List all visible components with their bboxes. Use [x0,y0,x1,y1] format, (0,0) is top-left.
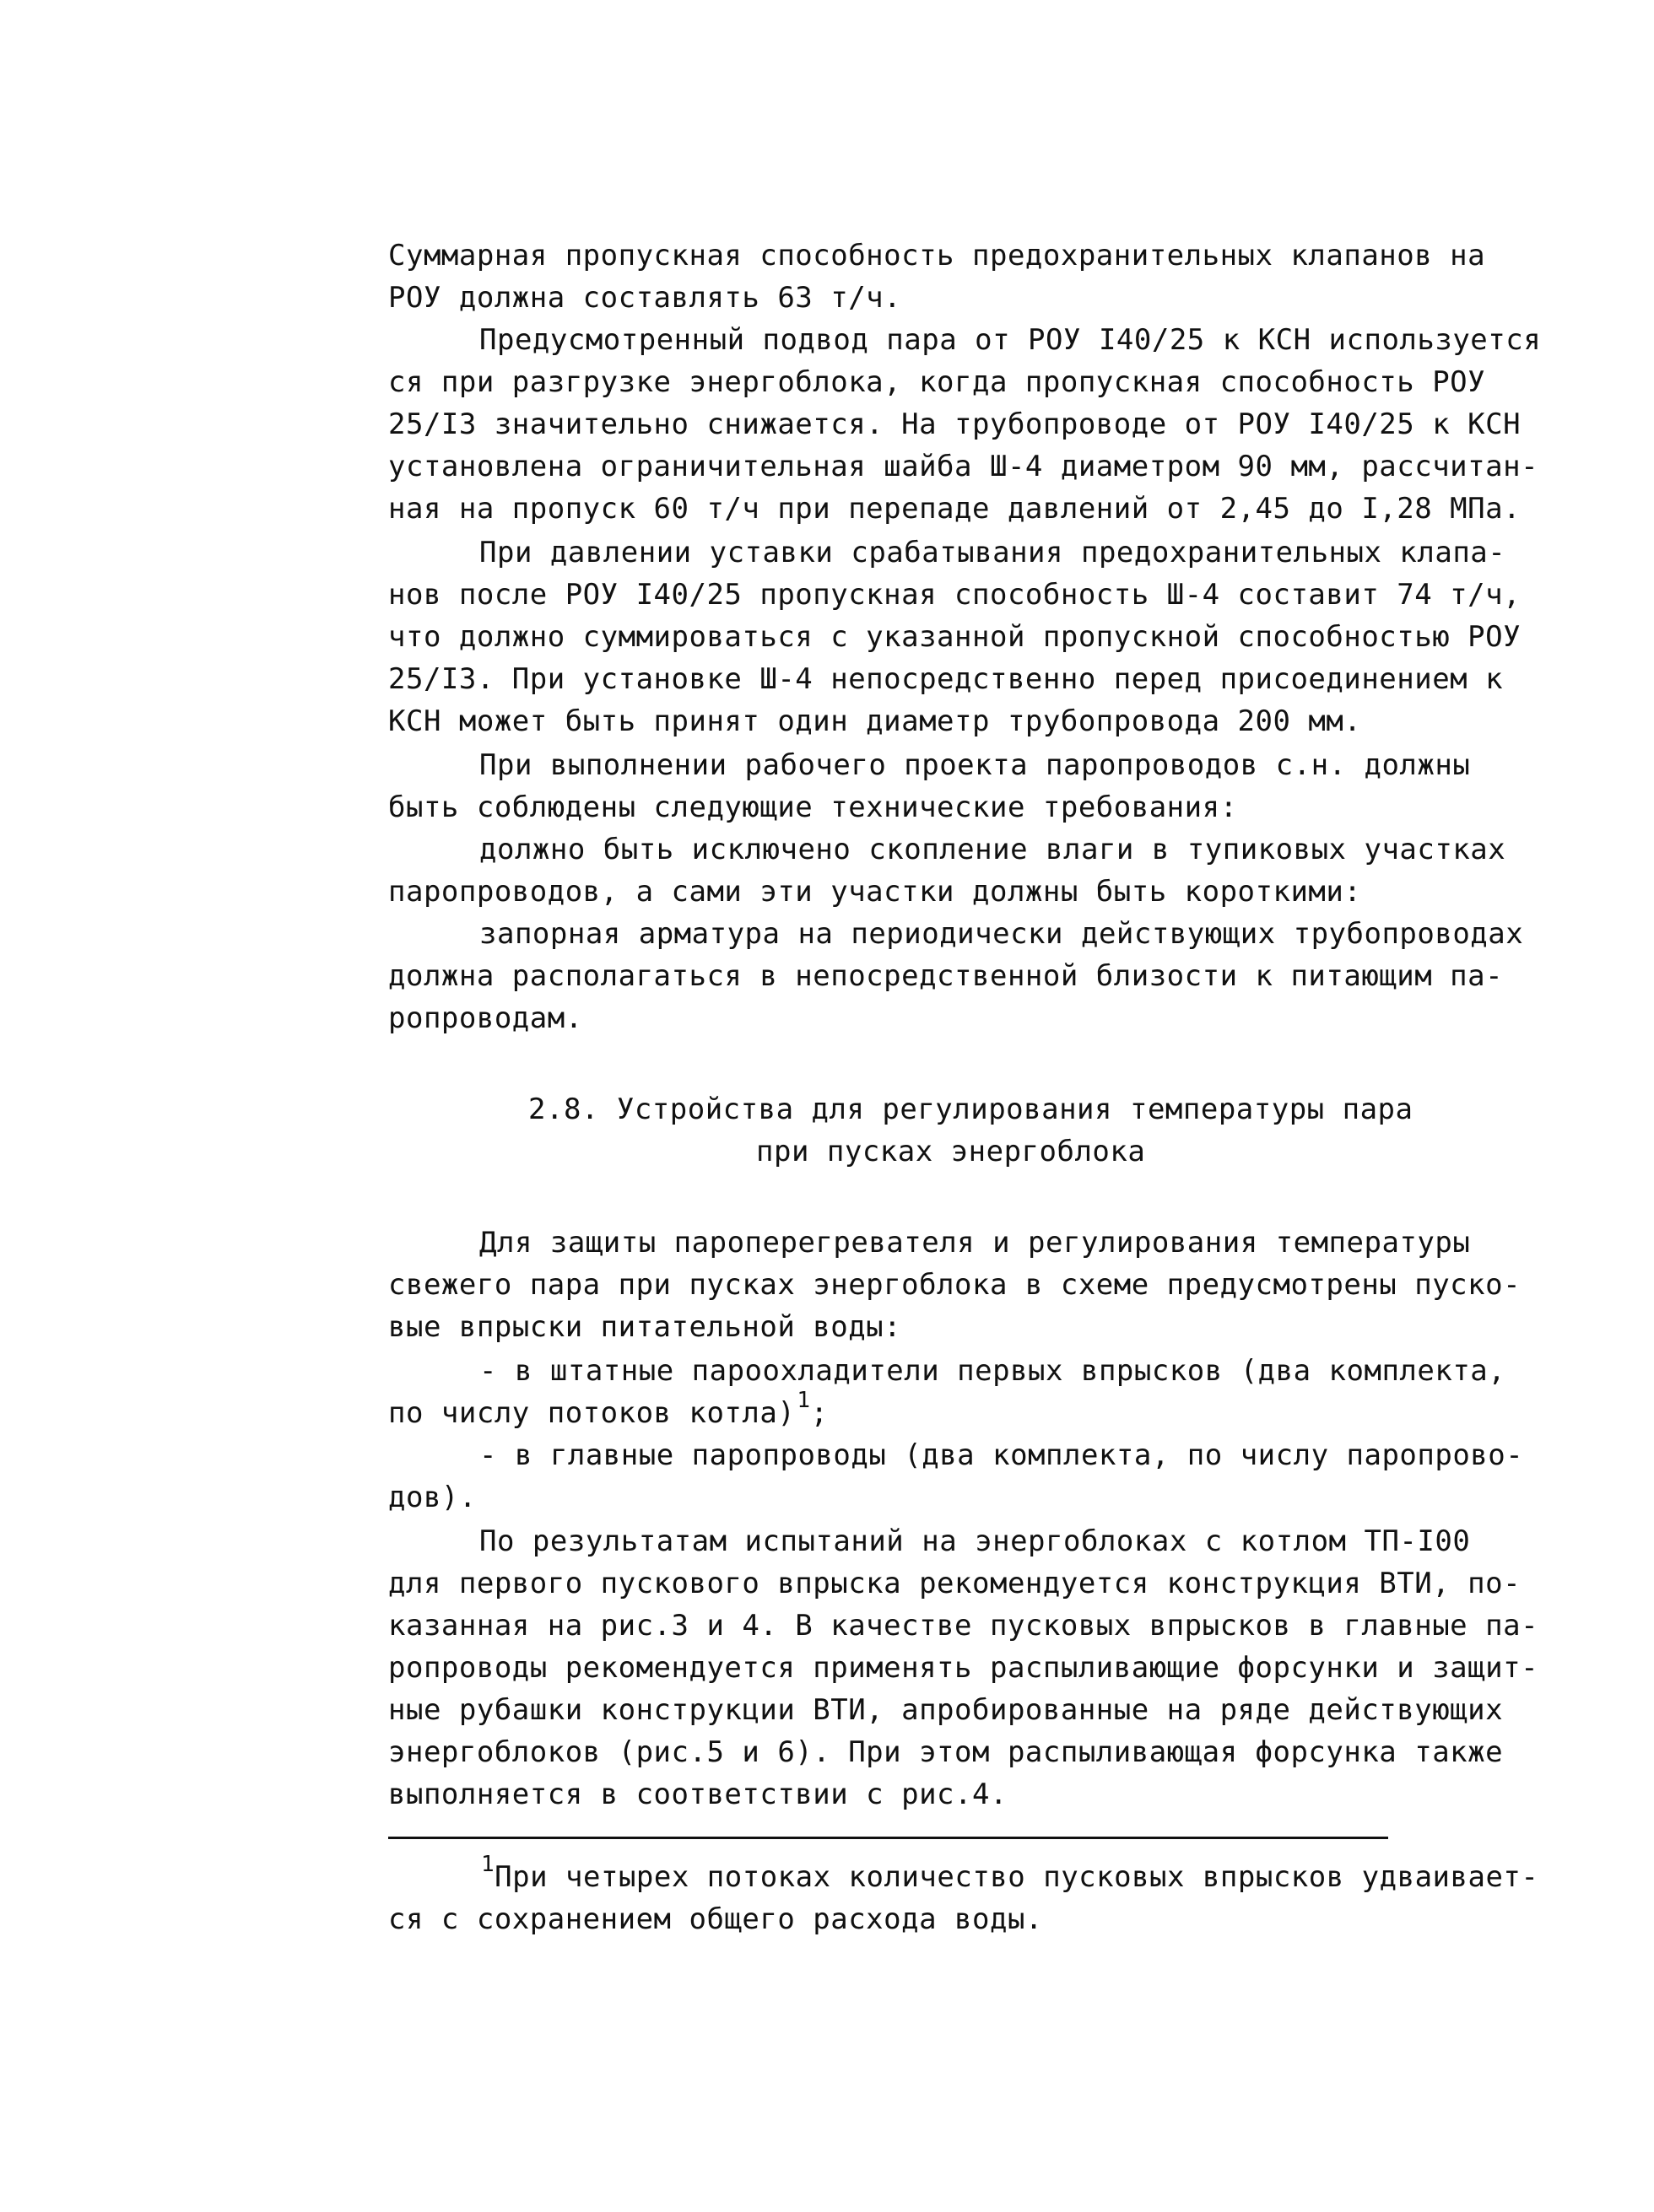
footnote-line-2: ся с сохранением общего расхода воды. [388,1902,1043,1936]
paragraph-3-line-2: нов после РОУ I40/25 пропускная способность Ш-4 составит 74 т/ч, [388,578,1522,612]
paragraph-4-line-1: При выполнении рабочего проекта паропроводов с.н. должны [479,748,1471,782]
paragraph-2-line-1: Предусмотренный подвод пара от РОУ I40/25 к КСН используется [479,323,1542,357]
list-item-1-line-2 [388,1388,829,1437]
section-heading-line-2: при пусках энергоблока [756,1135,1146,1168]
list-item-1-line-2-end: ; [810,1396,829,1430]
paragraph-8-line-3: казанная на рис.3 и 4. В качестве пусковых впрысков в главные па- [388,1609,1539,1643]
footnote-separator [388,1837,1388,1839]
paragraph-8-line-2: для первого пускового впрыска рекомендуется конструкция ВТИ, по- [388,1567,1522,1600]
footnote-marker: 1 [481,1852,495,1877]
paragraph-6-line-3: ропроводам. [388,1001,583,1035]
list-item-2-line-2: дов). [388,1481,477,1514]
paragraph-7-line-2: свежего пара при пусках энергоблока в схеме предусмотрены пуско- [388,1268,1522,1302]
footnote-reference-marker: 1 [797,1388,811,1413]
footnote-line-1 [479,1852,1539,1901]
paragraph-5-line-1: должно быть исключено скопление влаги в тупиковых участках [479,833,1506,866]
paragraph-8-line-5: ные рубашки конструкции ВТИ, апробированные на ряде действующих [388,1693,1504,1727]
list-item-2-line-1: - в главные паропроводы (два комплекта, по числу паропрово- [479,1438,1524,1472]
section-heading-line-1: 2.8. Устройства для регулирования температуры пара [528,1093,1413,1126]
list-item-1-line-2-text: по числу потоков котла) [388,1396,796,1430]
paragraph-7-line-3: вые впрыски питательной воды: [388,1310,902,1344]
paragraph-6-line-1: запорная арматура на периодически действующих трубопроводах [479,917,1524,951]
paragraph-2-line-2: ся при разгрузке энергоблока, когда пропускная способность РОУ [388,365,1486,399]
paragraph-2-line-3: 25/I3 значительно снижается. На трубопроводе от РОУ I40/25 к КСН [388,407,1522,441]
paragraph-8-line-1: По результатам испытаний на энергоблоках с котлом ТП-I00 [479,1524,1471,1558]
paragraph-8-line-4: ропроводы рекомендуется применять распыливающие форсунки и защит- [388,1651,1539,1685]
paragraph-3-line-1: При давлении уставки срабатывания предохранительных клапа- [479,536,1506,569]
paragraph-3-line-4: 25/I3. При установке Ш-4 непосредственно перед присоединением к [388,662,1504,696]
paragraph-6-line-2: должна располагаться в непосредственной близости к питающим па- [388,959,1504,993]
paragraph-4-line-2: быть соблюдены следующие технические требования: [388,790,1238,824]
list-item-1-line-1: - в штатные пароохладители первых впрысков (два комплекта, [479,1354,1506,1388]
paragraph-1-line-2: РОУ должна составлять 63 т/ч. [388,281,902,315]
paragraph-8-line-7: выполняется в соответствии с рис.4. [388,1778,1008,1811]
paragraph-5-line-2: паропроводов, а сами эти участки должны быть короткими: [388,875,1362,909]
paragraph-2-line-5: ная на пропуск 60 т/ч при перепаде давлений от 2,45 до I,28 МПа. [388,492,1522,526]
paragraph-1-line-1: Суммарная пропускная способность предохранительных клапанов на [388,239,1486,272]
paragraph-8-line-6: энергоблоков (рис.5 и 6). При этом распыливающая форсунка также [388,1735,1504,1769]
paragraph-7-line-1: Для защиты пароперегревателя и регулирования температуры [479,1226,1471,1260]
paragraph-3-line-3: что должно суммироваться с указанной пропускной способностью РОУ [388,620,1522,654]
footnote-line-1-text: При четырех потоках количество пусковых впрысков удваивает- [495,1860,1539,1894]
paragraph-3-line-5: КСН может быть принят один диаметр трубопровода 200 мм. [388,704,1362,738]
paragraph-2-line-4: установлена ограничительная шайба Ш-4 диаметром 90 мм, рассчитан- [388,450,1539,483]
